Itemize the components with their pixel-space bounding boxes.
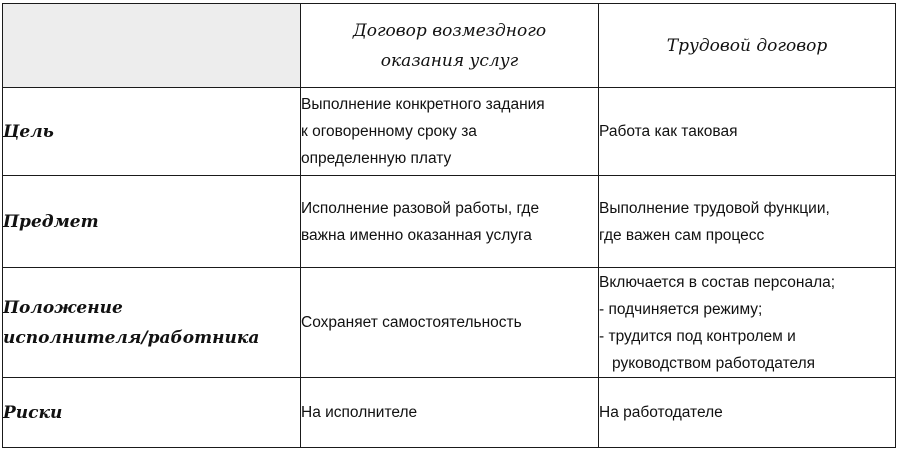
cell-line: - подчиняется режиму; — [599, 300, 763, 318]
header-row — [3, 4, 896, 88]
row-label-status-line1: Положение — [3, 297, 123, 318]
services-subject-cell — [301, 176, 599, 268]
cell-line: важна именно оказанная услуга — [301, 226, 532, 244]
cell-line: руководством работодателя — [612, 354, 816, 372]
labor-status-cell — [599, 268, 896, 378]
table-row-status — [3, 268, 896, 378]
corner-cell — [3, 4, 301, 88]
cell-line: Сохраняет самостоятельность — [301, 314, 522, 331]
cell-line: - трудится под контролем и — [599, 327, 796, 345]
header-services-line1: Договор возмездного — [352, 20, 547, 41]
cell-line: Исполнение разовой работы, где — [301, 199, 540, 217]
labor-risks-cell — [599, 378, 896, 448]
header-labor-line: Трудовой договор — [666, 35, 828, 56]
services-status-cell — [301, 268, 599, 378]
services-purpose-cell — [301, 88, 599, 176]
cell-line: Выполнение конкретного задания — [301, 96, 545, 113]
table-row-risks — [3, 378, 896, 448]
table-row-purpose — [3, 88, 896, 176]
labor-purpose-cell — [599, 88, 896, 176]
comparison-table — [2, 3, 896, 448]
header-labor-contract — [599, 4, 896, 88]
row-label-subject: Предмет — [3, 176, 301, 268]
cell-line: определенную плату — [301, 150, 452, 167]
cell-line: На работодателе — [599, 404, 723, 421]
cell-line: Выполнение трудовой функции, — [599, 199, 830, 217]
services-risks-cell — [301, 378, 599, 448]
table-row-subject — [3, 176, 896, 268]
row-label-risks: Риски — [3, 378, 301, 448]
header-services-contract — [301, 4, 599, 88]
cell-line: На исполнителе — [301, 404, 418, 421]
cell-line: к оговоренному сроку за — [301, 123, 477, 140]
cell-line: где важен сам процесс — [599, 226, 765, 244]
labor-subject-cell — [599, 176, 896, 268]
row-label-status — [3, 268, 301, 378]
row-label-purpose: Цель — [3, 88, 301, 176]
row-label-status-line2: исполнителя/работника — [3, 327, 260, 348]
cell-line: Работа как таковая — [599, 123, 738, 140]
header-services-line2: оказания услуг — [380, 50, 519, 71]
cell-line: Включается в состав персонала; — [599, 273, 836, 291]
